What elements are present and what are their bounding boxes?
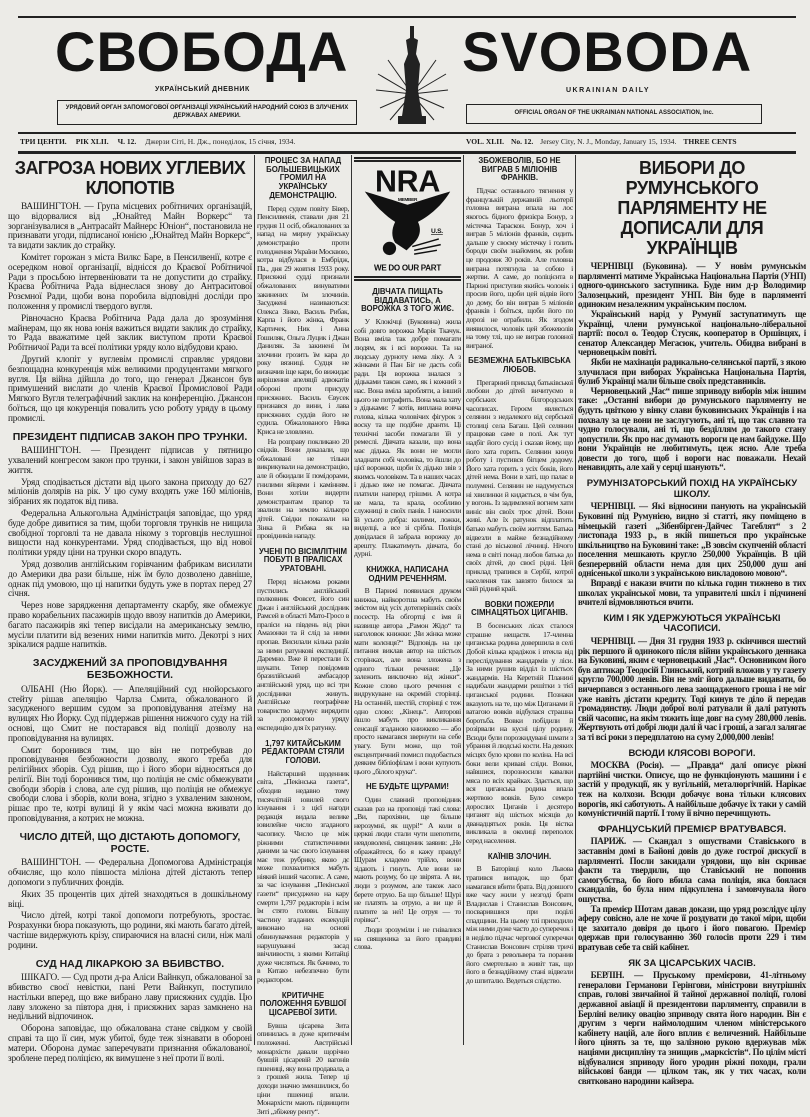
article-paragraph: Перед судом повіту Бівер, Пенсилвенія, ставали дня 21 грудня 11 осіб, обжалованих за напад на мирну українську демонстрацію проти голодження України Москвою, котра відбулася в Ембрідж, Па., дня 29 жовтня 1933 року. Присяжні судді признали обжалованих винуватими закинених їм злочинів. Засуджені називаються: Олекса Зінко, Василь Рибак, Карпа і його жінка, Франк Картичек, Ник і Анна Гошиляк, Ольга Луцик і Джан Даниляк. За закинені їм злочини грозить їм кара до року вязниці. Судця не визначив іще кари, бо вижидає вирішення апеляції адвокатів обороні проти присуду присяжних. Василь Євусек признався до вини, і лава присяжних суддів його не судила. Обжалованого Ника Криса не зловлено. xyxy=(257,203,350,437)
article-headline: ЯК ЗА ЦІСАРСЬКИХ ЧАСІВ. xyxy=(628,957,756,969)
article-headline: НЕ БУДЬТЕ ЩУРАМИ! xyxy=(366,782,449,792)
nra-emblem xyxy=(354,157,461,281)
article xyxy=(354,783,461,951)
nra-eagle-icon xyxy=(354,163,461,275)
article-paragraph: Один славний проповідник сказав раз на проповіді такі слова: „Ви, парохіяни, ще більше нерозумні, як щурі!“ А коли в церкві люди стали чути шепотити, невдоволені, священик заявив: „Не ображайтеся, бо я кажу правду! Щурам кладемо трійло, вони зідають і гинуть. Але вони не мають розуму, бо це звірята. А ви, люди з розумом, але також ласо берете отрую. Ба що більше! Щурі не платять за отрую, а ви ще й платите за неї! Це отруя — то горівка“. xyxy=(354,795,461,925)
article-paragraph: В Парижі появилася друком книжка, найкоротша мабуть своїм змістом від усіх дотеперішніх своїх посестр. На обгортці є імя й назвище автора „Рамон Жідо“ та наголовок книжки: „Чи жінка може мати колєнця?“ Відповідь на це питання виклав автор на шістьох сторінках, але вона зложена з одного тільки речення: „Це залежить виключно від жінки“. Кожне слово цього речення є видрукуване на окремій сторінці. На останній, шестій, сторінці є теж одно слово: „Кінець“. Авторові йшло мабуть про викликання сенсації згаданою книжкою — або просто намагався звернути на себе увагу. Бути може, що той ексцентричний помисл подобається деяким бібліофілам і вони купують цього „білого крука“. xyxy=(354,586,461,776)
article-paragraph: ШІКАГО. — Суд проти д-ра Аліси Вайнкуп, обжалованої за вбивство своєї невістки, пані Рети Вайнкуп, поступило настільки вперед, що вже вибрано лаву присяжних суддів. Цю лаву зложено за півтора дня, і присяжних зараз замкнено на недільний відпочинок. xyxy=(8,973,252,1023)
masthead-top-rule xyxy=(18,16,796,18)
nra-letters: NRA xyxy=(375,165,440,199)
article xyxy=(257,157,349,541)
column-divider xyxy=(463,155,464,1045)
article-paragraph: Через нове зарядження департаменту скарбу, яке обмежує право корабельних пасажирів щодо ввозу напитків до Америки, багато пасажирів які тепер висідали на американську землю, мусіли платити від везених ними напитків мито. Декотрі з них зрікалися радше напитків. xyxy=(8,601,252,651)
article-paragraph: ЧЕРНІВЦІ (Буковина). — У новім румунськім парляменті матиме Українська Національна Партія (УНП) одного-одинського заступника. Буде ним д-р Володимир Залозецький, президент УНП. Він буде в парляменті одиноким незалежним українським послом. xyxy=(578,261,806,310)
date-ukrainian: Джерзи Сіті, Н. Дж., понеділок, 15 січня, 1934. xyxy=(145,137,296,146)
article-headline: ДІВЧАТА ПИЩАТЬ ВІДДАВАТИСЬ, А ВОРОЖКА З ТОГО ЖИЄ. xyxy=(361,287,454,314)
article-paragraph: Перед вісьмома роками пустились англійський полковник Фовсет, його син Джан і англійський дослідник Рамсей в області Мато-Гросо в праліси на південь від ріки Амазонки та й слід за ними пропав. Висилали кілька разів за ними ратункові експедиції. Даремно. Вже й перестали їх шукати. Тепер повідомив бразилійський амбасадор англійський уряд, що всі три дослідники живуть. Англійське географічне товариство задумує вирядити за допомогою уряду експедицію для їх ратунку. xyxy=(257,576,349,732)
article-headline: УЧЕНІ ПО ВІСІМЛІТНІМ ПОБУТІ В ПРАЛІСАХ УРАТОВАНІ. xyxy=(258,546,348,574)
dateline-top-rule xyxy=(18,132,796,134)
article xyxy=(466,601,573,846)
article-headline: ЧИСЛО ДІТЕЙ, ЩО ДІСТАЮТЬ ДОПОМОГУ, РОСТЕ. xyxy=(19,830,241,855)
article-paragraph: Та премієр Шотам давав докази, що уряд розслідує цілу аферу совісно, але не хоче її роздувати до такої міри, щоби це захитало довіря до цього і його повагою. Премієр одержав при голосуванню 360 голосів проти 229 і тим вратував себе та свій кабінет. xyxy=(578,903,806,952)
dateline-english xyxy=(466,137,737,146)
article-paragraph: ОЛБАНІ (Ню Йорк). — Апеляційний суд нюйорського стейту рішав апеляцію Чарлза Смита, обжалованого й засудженого вершим судом за проповідування атеїзму на вулицях Ню Йорку. Суд піддержав рішення нижчого суду на тій основі, що Смит не постарався від поліції дозволу на проповідування на вулицях. xyxy=(8,684,252,744)
article xyxy=(578,614,806,743)
article-headline: СУД НАД ЛІКАРКОЮ ЗА ВБИВСТВО. xyxy=(35,957,225,970)
article-headline: КРИТИЧНЕ ПОЛОЖЕННЯ БУВШОЇ ЦІСАРЕВОЇ ЗИТИ. xyxy=(259,990,347,1018)
nra-member-label: MEMBER xyxy=(397,197,418,203)
article-paragraph: ВАШИНГТОН. — Президент підписав у пятницю ухвалений конгресом закон про трунки, і закон увійшов зараз в життя. xyxy=(8,446,252,476)
article-headline: КНИЖКА, НАПИСАНА ОДНИМ РЕЧЕННЯМ. xyxy=(366,564,449,583)
article-paragraph: ПАРИЖ. — Скандал з ошуствами Ставіського в заставнім домі в Байоні довів до дуже гострої дискусії в парляменті. Посли закидали урядови, що він скриває факти та твердили, що Ставіський не попонив самогубства, бо його вбила сама поліція, яка боялася скандалів, бо була ним підкуплена і замовчувала його ошуства. xyxy=(578,836,806,904)
dateline-ukrainian xyxy=(20,137,295,146)
column-5 xyxy=(578,156,806,1086)
article-paragraph: Якби не махінація радикально-селянської партії, з якою злучилася при виборах Українська Національна Партія, булиб Українці мали більше своїх представників. xyxy=(578,356,806,387)
article xyxy=(466,357,573,593)
article xyxy=(8,158,252,425)
article xyxy=(257,548,349,733)
article xyxy=(8,959,252,1065)
column-4 xyxy=(466,156,573,987)
article-headline: ПРЕЗИДЕНТ ПІДПИСАВ ЗАКОН ПРО ТРУНКИ. xyxy=(12,430,248,443)
date-english: Jersey City, N. J., Monday, January 15, 1934. xyxy=(540,137,677,146)
article-headline: ВОВКИ ПОЖЕРЛИ СІМНАЦЯТЬОХ ЦИГАНІВ. xyxy=(471,599,568,618)
article-headline: РУМУНІЗАТОРСЬКИЙ ПОХІД НА УКРАЇНСЬКУ ШКОЛУ. xyxy=(586,478,798,500)
column-divider xyxy=(351,155,352,1045)
article-headline: КАЇНІВ ЗЛОЧИН. xyxy=(487,851,552,861)
column-1 xyxy=(8,156,252,1066)
article-headline: КИМ І ЯК УДЕРЖУЮТЬСЯ УКРАЇНСЬКІ ЧАСОПИСИ. xyxy=(603,612,781,635)
column-3 xyxy=(354,156,461,953)
volume-english: VOL. XLII. xyxy=(466,137,504,146)
column-2 xyxy=(257,156,349,1117)
masthead-subtitle-english: UKRAINIAN DAILY xyxy=(566,87,651,94)
article xyxy=(578,479,806,608)
article xyxy=(8,832,252,952)
article xyxy=(578,959,806,1087)
article-paragraph: Люди зрозуміли і не гнівалися на священика за його правдиві слова. xyxy=(354,924,461,952)
masthead-title-ukrainian: СВОБОДА xyxy=(55,20,349,83)
price-ukrainian: ТРИ ЦЕНТИ. xyxy=(20,137,67,146)
article-paragraph: Вправді є накази вчити по кілька годин тижнево в тих школах української мови, та управителі шкіл і підчинені вчителі відмовляються вчити. xyxy=(578,578,806,608)
article-paragraph: Бувша цісарева Зита опинилась в дуже критичнім положенні. Австрійські монархісти давали щорічно бувшій цісаревій 20 вагонів пшениці, яку вона продавала, а з грошей жила. Тепер ці доходи значно зменшилися, бо ціни пшениці впали. Монархісти мають підвищити Зиті „збіжеву ренту“. xyxy=(257,1020,349,1116)
masthead-subtitle-ukrainian: УКРАЇНСЬКИЙ ДНЕВНИК xyxy=(155,86,250,93)
article xyxy=(466,853,573,986)
article-paragraph: Смит боронився тим, що він не потребував до проповідування безбожности дозволу, якого треба для релігійних зборів. Суд рішив, що і його збори відносяться до релігії. Він тоді боронився тим, що поліція не сміє обмежувати свободи зборів і слова, але суд рішив, що поліція не обмежує свободи слова і зборів, коли вона, згідно з ухваленим законом, рішає про те, котрі вулиці й у якім часі можна вживати до проповідування, а котрих не можна. xyxy=(8,745,252,825)
article-headline: ВИБОРИ ДО РУМУНСЬКОГО ПАРЛЯМЕНТУ НЕ ДОПИСАЛИ ДЛЯ УКРАЇНЦІВ xyxy=(617,158,767,258)
article-headline: ФРАНЦУСЬКИЙ ПРЕМІЄР ВРАТУВАВСЯ. xyxy=(597,823,787,835)
article-paragraph: На розправу покликано 20 свідків. Вони доказали, що обжаловані не тільки викрикували на демонстрацію, але й обкидали її помідорами, гнилими яйцями і камінням. Вони хотіли видерти демонстрантам прапор та звалили на землю кількоро дітей. Свідки показали на Зінка й Рибака як на провідників нападу. xyxy=(257,436,349,541)
article xyxy=(354,288,461,559)
article-paragraph: Уряд сподівається дістати від цього закона приходу до 627 міліонів долярів на рік. У цю суму входять уже 160 міліонів, зібраних як податок від пива. xyxy=(8,477,252,508)
column-divider xyxy=(575,155,576,1045)
article-paragraph: ВАШИНГТОН. — Федеральна Допомогова Адміністрація обчисляє, що коло півшоста міліона дітей дістають тепер допомоги з публичних фондів. xyxy=(8,858,252,888)
article xyxy=(8,432,252,652)
issue-number-english: No. 12. xyxy=(510,137,534,146)
article xyxy=(578,749,806,819)
official-organ-box-english: OFFICIAL ORGAN OF THE UKRAINIAN NATIONAL ASSOCIATION, Inc. xyxy=(466,104,762,124)
article-headline: ЗБОЖЕВОЛІВ, БО НЕ ВИГРАВ 5 МІЛІОНІВ ФРАНКІВ. xyxy=(478,156,561,183)
article xyxy=(578,825,806,953)
article-headline: 1,797 КИТАЙСЬКИМ РЕДАКТОРАМ СТЯЛИ ГОЛОВИ. xyxy=(261,738,345,766)
article-paragraph: У Клокічці (Буковина) жила собі довго ворожка Марія Ткачук. Вона вміла так добре помагати людям, як і всі ворожки. Та на людську дурноту нема ліку. А з жінками й Пан Біг не дасть собі ради. Ця ворожка зналася з дідьками також само, як і кожний з нас. Вона вміла заробляти, а інший цього не потрафить. Вона мала хату з дідьками: 7 котів, виплана вовча голова, кілька чоловічих фігурок з воску та ще подібне дранти. Ці технічні засоби помагали їй у ремеслі. Дівчата казали, що вона має дідька. Як вони не могли зладнати собі чоловіка, то йшли до цієї ворожки, щоби їх дідько звів з якимсь чоловіком. Та в наших часах і дідько вже не помагає. Дівчата платили наперед грішми. А котра не мала, та крала, особливо служниці в своїх панів. І наносили їй усього добра: килими, ложки, виделці, а все зі срібла. Поліція довідалася й забрала ворожку до арешту. Плакатимуть дівчата, бо дурні. xyxy=(354,317,462,559)
article-headline: ПРОЦЕС ЗА НАПАД БОЛЬШЕВИЦЬКИХ ГРОМИЛ НА УКРАЇНСЬКУ ДЕМОНСТРАЦІЮ. xyxy=(264,156,342,200)
article-paragraph: ВАШИНГТОН. — Група місцевих робітничих організацій, що відорвалися від „Юнайтед Майн Воркерс“ та зорганізувалися в „Антрасайт Майнерс Юніон“, постановила не признавати угоди, підписаної юнією „Юнайтед Майн Воркерс“, та видати заклик до страйку. xyxy=(8,202,252,252)
article-paragraph: Черновецький „Час“ пише зприводу виборів між іншим таке: „Останні вибори до румунського парляменту не будуть цвіткою у вінку слави буковинських Українців і на похвалу за це вони не заслугують, ані ті, що так славно та чудно голосували, ані ті, що безділлям до такого стану допустили. Як про нас думають вороги це нам байдуже. Що вони Українців не любитимуть, цеж ясно. Але треба довести до того, щоб і вороги нас поважали. Нехай ненавидять, але хай у серці шанують“. xyxy=(578,385,806,473)
article-paragraph: Комітет горожан з міста Вилкс Баре, в Пенсилвенії, котре є осередком нової організації, віднісся до Краєвої Робітничої Ради з просьбою інтервеніювати та не допустити до страйку. Краєва Робітнича Рада віднеслася знову до Антраситової Розємної Ради, щоби вона поробила відповідні досліди про положення у промислі твердого вугля. xyxy=(8,252,252,312)
masthead-title-english: SVOBODA xyxy=(462,20,753,83)
article-paragraph: Федеральна Алькогольна Адміністрація заповідає, що уряд буде добре дивитися за тим, щоби торговля трунків не нищила свобідної торговлі та не давала нікому з торговців неслушної вищости над конкурентами. Уряд сподівається, що від нової політики уряду ціни на трунки скоро впадуть. xyxy=(8,509,252,559)
article-paragraph: ЧЕРНІВЦІ. — Які відносини панують на українській Буковині під Румунією, видно зі статті, яку поміщено в німецькій газеті „Зібенбірген-Дайчес Тагеблят“ з 2 листопада 1933 р., в якій пишеться про українське шкільництво на Буковині таке: „В зовсім скупченій області поселення мешкають кругло 250,000 Українців. В цій безперервній области нема для цих 250,000 душ ані однісенької школи з українською викладовою мовою“. xyxy=(578,501,806,579)
official-organ-box-ukrainian: УРЯДОВИЙ ОРГАН ЗАПОМОГОВОЇ ОРГАНІЗАЦІЇ УКРАЇНСЬКИЙ НАРОДНИЙ СОЮЗ В ЗЛУЧЕНИХ ДЕРЖАВАХ АМЕРИКИ. xyxy=(57,100,357,125)
column-divider xyxy=(254,155,255,1045)
article-paragraph: Український нарід у Румунії заступатимуть ще Українці, члени румунської національно-ліберальної партії: посол о. Теодор Стусяк, кооператор в Оршівцях, і сенатор Александер Мегасюк, учитель. Обидва вибрані в черновецькім повіті. xyxy=(578,308,806,358)
price-english: THREE CENTS xyxy=(683,137,737,146)
article-headline: ЗАСУДЖЕНИЙ ЗА ПРОПОВІДУВАННЯ БЕЗБОЖНОСТИ. xyxy=(32,657,228,681)
article-paragraph: Прегарний приклад батьківської любови до дітей вичитуємо в сербських білгородських часописах. Героєм являється селянин з недалекого від сербської столиці села Багаш. Цей селянин працював саме в полі. Аж тут надбіг його сусід і сказав йому, що його хата горить. Селянин кинув роботу і пустився бігцем додому. Його хата горить з усіх боків, його дітей нема. Вони в хаті, що палає в полумені. Селянин не надумується ні хвилинки й кидається, в чім був, у вогонь. Із задимленої вогнем хати виніс він своїх троє дітей. Вони живі. Але їх ратунок відплатить батько мабуть своїм життям. Батька відвезли в майже безнадійному стані до віськової лічниці. Нічого нема в світі понад любов батька до своїх дітей, до своєї рідні. Цей приклад трапився в Сербії, котрої населення так завзято билося за свій рідний край. xyxy=(466,377,573,594)
article xyxy=(354,566,461,777)
article xyxy=(8,658,252,825)
liberty-emblem-icon xyxy=(372,24,452,128)
article-paragraph: Найстарший щоденник світа, „Пекінська газета“, обходив недавно тому тисячлітній ювилей свого існування і з цієї нагоди редакція видала велике ювилейне число згаданого часопису. Число це між ріжними статистичними даними за час свого існування має теж рубрику, якою дє може похвалитися мабуть ніякий інший часопис. А саме, за час існування „Пекінської газети“ присуджено на кару смерти 1,797 редакторів і всім їм стято голови. Більшу частину згаданих екзекуцій виконано на основі обвинувачення редакторів у нарушуванні засад ввічливости, з якими Китайці дуже числяться. Як бачимо, то в Китаю небезпечно бути редактором. xyxy=(257,768,349,984)
issue-number-ukrainian: Ч. 12. xyxy=(117,137,137,146)
dateline-bottom-rule xyxy=(18,151,796,154)
article-headline: БЕЗМЕЖНА БАТЬКІВСЬКА ЛЮБОВ. xyxy=(468,356,571,375)
article-paragraph: Оборона заповідає, що обжалована стане свідком у своїй справі та що її син, муж убитої, буде теж зізнавати в обороні матери. Оборона думає заперечувати признання обжалованої, зроблене перед поліцією, як вимушене з неї проти її волі. xyxy=(8,1024,252,1064)
article xyxy=(257,740,349,985)
article-headline: ВСЮДИ КЛЯСОВІ ВОРОГИ. xyxy=(628,747,756,759)
article-paragraph: БЕРЛІН. — Пруському премієрови, 41-літньому генералови Германови Герінгови, міністрови внутрішніх справ, голові звичайної й тайної державної поліції, голові державної авіації й президентови парляменту, справили в Берліні велику овацію зприводу свята його народин. Він є другим з черги наймолодшим членом міністерського кабінету націй, але його вплив є величезний. Найбільше його цінять за те, що залізною рукою вдержував між націями дисципліну та знищив „марксістів“. По цілім місті відбувалися зприводу його уродин ріжні походи, грали військові банди — цілком так, як у тих часах, коли святковано народини кайзера. xyxy=(578,970,806,1086)
article-paragraph: В Баторівці коло Львова трапився випадок, що брат намагався вбити брата. Від довшого вже часу жили у незгоді брати Владислав і Станислав Вонсович, посварившися при поділі спадщини. На цьому тлі приходило між ними дуже часто до суперечок і в неділю підчас чергової суперечки Станислав Вонсович стріляв тричі до брата з револьвера та поранив його смертельно в живіт так, що його в безнадійному стані відвезли до шпиталю. Ведеться слідство. xyxy=(466,864,573,986)
article-paragraph: Яких 35 процентів цих дітей знаходяться в дошкільному віці. xyxy=(8,889,252,910)
nra-us-label: U.S. xyxy=(431,228,443,236)
article-paragraph: В босенських лісах сталося страшне нещастя. 17-членна циганська родина довершила в селі Добой кілька крадіжок і втекла від переслідування жандармів у ліси. За ними рушив відділ із шістьох жандармів. На Керетній Планині надибали жандарми решітки з тієї циганської родини. Познаки вказують на те, що між Циганами й ватагою вовків відбулася страшна боротьба. Вовки побідили й розірвали на кусні цілу родину. Всюди були порозкидувані шмати з убрання й людські кости. На деяких місцях було крови по коліна. На всі боки вели криваві сліди. Вовки, наївшися, порозносили кавалки мяса по всіх крайках. Здається, що вся циганська родина впала жертвою вовків. Було семеро дорослих Циганів і десятеро циганят від шістьох місяців до дванадцятьох років. Ця вістка викликала в околиці переполох серед населення. xyxy=(466,621,573,845)
article-paragraph: Число дітей, котрі такої допомоги потребують, зростає. Розрахунки бюра показують, що родини, які мають багато дітей, частіше видержують крізу, спираючися на власні сили, ніж малі родини. xyxy=(8,911,252,951)
article-headline: ЗАГРОЗА НОВИХ УГЛЕВИХ КЛОПОТІВ xyxy=(14,158,246,198)
article xyxy=(257,992,349,1117)
article xyxy=(578,158,806,473)
article-paragraph: Підчас останнього тягнення у французькій державній льотерії головна виграна впала на лос якогось бідного фризієра Бонур, з містечка Тараскон. Бонур, хоч і виграв 5 міліонів франків, сидить дальше у своєму містечку і голить бороди своїм знайомим, як робив це продовж 30 років. Але головна виграна потягнула за собою і жертви. А саме, до поліцієнта в Парижі приступив якийсь чоловік і просив його, щоби цей відвів його до дому, бо він виграв 5 міліонів франків і боїться, щоби його по дорозі не ограбили. Як згодом виявилося, чоловік цей збожеволів на тому тлі, що не виграв головної виграної. xyxy=(466,186,573,350)
year-ukrainian: РІК XLII. xyxy=(75,137,109,146)
article-paragraph: Рівночасно Краєва Робітнича Рада дала до зрозуміння майнерам, що як нова юнія важиться видати заклик до страйку, то Рада вважатиме цей заклик виступом проти Краєвої Робітничої Ради та всеї політики уряду коло відбудови краю. xyxy=(8,313,252,354)
article-paragraph: ЧЕРНІВЦІ. — Дня 31 грудня 1933 р. скінчився шестий рік першого й одинокого після війни українського деннака на Буковині, яким є черновецький „Час“. Основником його був аптикар Теодосій Глинський, котрий вложив у ту газету кругло 700,000 левів. Він не зміг його дальше видавати, бо вичерпався з останнього лева заощадженого гроша і не міг уже навіть дістати кредиту. Тоді кинув те діло й передав громадянству. Люди доброї волі ратували й далі ратують свій часопис, на якім тяжить іще довг на суму 280,000 левів. Жертвують оті добрі люди далі й час і гроші, а загал залягає за ті всі роки з передплатою на суму 2,000,000 левів! xyxy=(578,636,806,743)
article-paragraph: МОСКВА (Росія). — „Правда“ далі описує ріжні партійні чистки. Описує, що не функціонують машини і є застій у продукції, як у вугільній, металюргічній. Нарікає теж на колхози. Всюди добачує вона тільки клясових ворогів, які саботують. А найбільше добачує їх таки у самій комуністичній партії. І тому її вічно перечищують. xyxy=(578,760,806,819)
article-paragraph: Уряд дозволив англійським горівчаним фабрикам висилати до Америки два рази більше, ніж їм було дозволено давніше, однак під умовою, що ці напитки будуть уже в портах перед 27 січня. xyxy=(8,560,252,600)
article xyxy=(466,157,573,350)
article-paragraph: Другий клопіт у вуглевім промислі справляє урядови безпощадна конкуренція між великими продуцентами мягкого вугля. Ця війна дійшла до того, що генерал Джансон був примушений вислати до членів Краєвої Промислової Ради Мягкого Вугля телеграфічний заклик на конференцію. Джансон боїться, що ця кокуренція повалить усю роботу уряду в цьому промислі. xyxy=(8,354,252,424)
nra-slogan: WE DO OUR PART xyxy=(374,263,441,273)
